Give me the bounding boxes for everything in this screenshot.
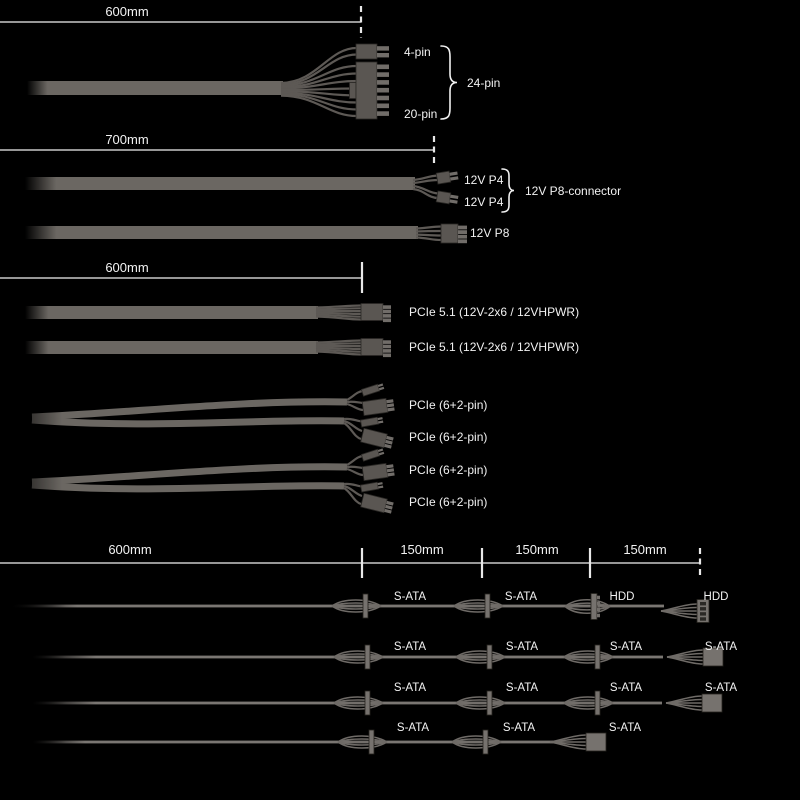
label-sata: S-ATA bbox=[393, 641, 427, 653]
left-fade-p62 bbox=[0, 390, 62, 500]
cable-ribbon-p8 bbox=[25, 226, 418, 239]
label-sata: S-ATA bbox=[396, 722, 430, 734]
connector-pcie51-1 bbox=[361, 304, 391, 323]
label-sata: S-ATA bbox=[505, 641, 539, 653]
label-20-pin: 20-pin bbox=[404, 107, 438, 121]
measure-label-700mm: 700mm bbox=[105, 132, 149, 147]
label-sata: S-ATA bbox=[504, 591, 538, 603]
label-12v-p4-top: 12V P4 bbox=[464, 173, 504, 187]
connector-12v-p8 bbox=[441, 224, 467, 243]
label-p62-4: PCIe (6+2-pin) bbox=[409, 495, 488, 509]
label-sata: S-ATA bbox=[704, 682, 738, 694]
label-sata: S-ATA bbox=[609, 682, 643, 694]
cable-ribbon-p62-4 bbox=[32, 485, 344, 489]
label-sata: S-ATA bbox=[704, 641, 738, 653]
measure-label-150mm-1: 150mm bbox=[400, 542, 444, 557]
label-sata: S-ATA bbox=[393, 682, 427, 694]
label-pcie51-2: PCIe 5.1 (12V-2x6 / 12VHPWR) bbox=[409, 340, 580, 354]
connector-pcie51-2 bbox=[361, 339, 391, 358]
label-12v-p8-connector: 12V P8-connector bbox=[525, 184, 622, 198]
label-sata: S-ATA bbox=[505, 682, 539, 694]
cable-ribbon-pcie51-2 bbox=[25, 341, 318, 354]
measure-label-150mm-3: 150mm bbox=[623, 542, 667, 557]
left-fade-sata bbox=[0, 595, 66, 760]
measure-label-600mm-sata: 600mm bbox=[108, 542, 152, 557]
label-sata: S-ATA bbox=[393, 591, 427, 603]
label-12v-p8: 12V P8 bbox=[470, 226, 510, 240]
label-p62-1: PCIe (6+2-pin) bbox=[409, 398, 488, 412]
cable-ribbon-p62-2 bbox=[32, 420, 344, 424]
measure-label-150mm-2: 150mm bbox=[515, 542, 559, 557]
sata-end-connector bbox=[702, 694, 722, 712]
label-12v-p4-bottom: 12V P4 bbox=[464, 195, 504, 209]
label-4-pin: 4-pin bbox=[404, 45, 431, 59]
label-sata: S-ATA bbox=[608, 722, 642, 734]
label-p62-3: PCIe (6+2-pin) bbox=[409, 463, 488, 477]
measure-label-600mm-atx: 600mm bbox=[105, 4, 149, 19]
label-24-pin: 24-pin bbox=[467, 76, 501, 90]
cable-ribbon-p4p4 bbox=[25, 177, 415, 190]
label-sata: S-ATA bbox=[609, 641, 643, 653]
label-hdd: HDD bbox=[609, 591, 635, 603]
label-pcie51-1: PCIe 5.1 (12V-2x6 / 12VHPWR) bbox=[409, 305, 580, 319]
cable-ribbon-pcie51-1 bbox=[25, 306, 318, 319]
cable-ribbon-atx bbox=[27, 81, 283, 95]
sata-end-connector bbox=[586, 733, 606, 751]
label-hdd: HDD bbox=[703, 591, 729, 603]
measure-label-600mm-pcie: 600mm bbox=[105, 260, 149, 275]
label-p62-2: PCIe (6+2-pin) bbox=[409, 430, 488, 444]
label-sata: S-ATA bbox=[502, 722, 536, 734]
